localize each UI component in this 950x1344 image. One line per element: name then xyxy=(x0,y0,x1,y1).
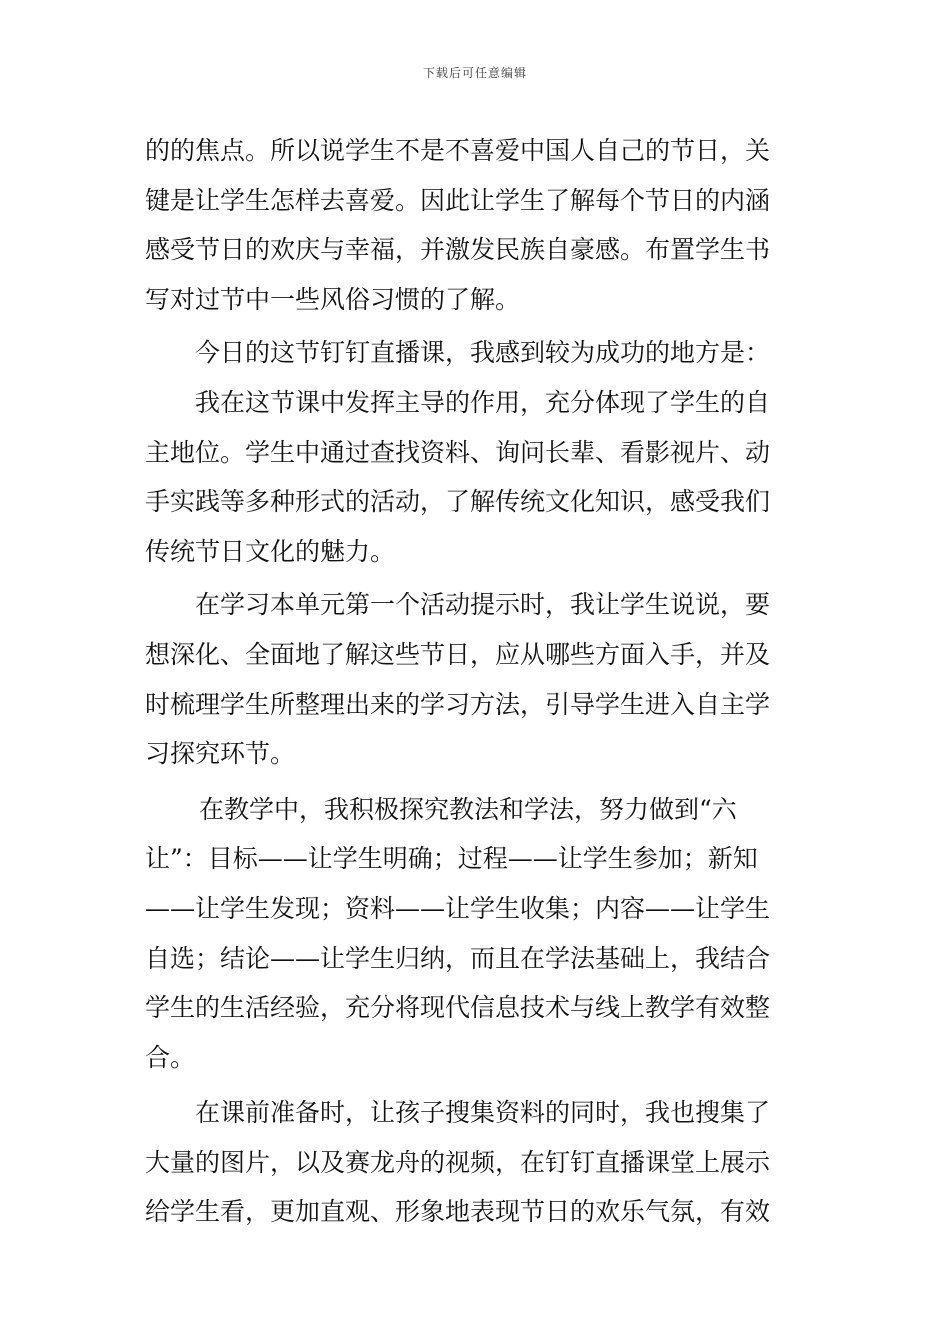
paragraph xyxy=(145,785,805,1083)
text-line: 给学生看，更加直观、形象地表现节日的欢乐气氛，有效 xyxy=(145,1197,771,1227)
text-line: 学生的生活经验，充分将现代信息技术与线上教学有效整 xyxy=(145,993,771,1023)
paragraph xyxy=(145,328,805,378)
text-line: 在学习本单元第一个活动提示时，我让学生说说，要 xyxy=(195,590,771,620)
text-line: 写对过节中一些风俗习惯的了解。 xyxy=(145,284,521,314)
text-line: 自选；结论——让学生归纳，而且在学法基础上，我结合 xyxy=(145,943,771,973)
document-body xyxy=(145,126,805,1237)
text-line: 习探究环节。 xyxy=(145,739,296,769)
text-line: 想深化、全面地了解这些节日，应从哪些方面入手，并及 xyxy=(145,639,771,669)
text-line: 在教学中，我积极探究教法和学法，努力做到“六 xyxy=(199,794,737,824)
text-line: 今日的这节钉钉直播课，我感到较为成功的地方是： xyxy=(195,338,771,368)
text-line: 感受节日的欢庆与幸福，并激发民族自豪感。布置学生书 xyxy=(145,235,771,265)
paragraph xyxy=(145,1088,805,1237)
text-line: 我在这节课中发挥主导的作用，充分体现了学生的自 xyxy=(195,387,771,417)
text-line: 主地位。学生中通过查找资料、询问长辈、看影视片、动 xyxy=(145,437,771,467)
page-header: 下载后可任意编辑 xyxy=(422,66,527,80)
text-line: 键是让学生怎样去喜爱。因此让学生了解每个节日的内涵 xyxy=(145,185,771,215)
paragraph xyxy=(145,126,805,324)
text-line: 传统节日文化的魅力。 xyxy=(145,536,396,566)
text-line: 让”：目标——让学生明确；过程——让学生参加；新知 xyxy=(145,844,758,874)
text-line: ——让学生发现；资料——让学生收集；内容——让学生 xyxy=(145,893,771,923)
paragraph xyxy=(145,580,805,778)
text-line: 合。 xyxy=(145,1042,196,1072)
text-line: 手实践等多种形式的活动，了解传统文化知识，感受我们 xyxy=(145,487,771,517)
text-line: 时梳理学生所整理出来的学习方法，引导学生进入自主学 xyxy=(145,689,771,719)
text-line: 的的焦点。所以说学生不是不喜爱中国人自己的节日，关 xyxy=(145,136,771,165)
text-line: 在课前准备时，让孩子搜集资料的同时，我也搜集了 xyxy=(195,1098,771,1128)
paragraph xyxy=(145,378,805,576)
text-line: 大量的图片，以及赛龙舟的视频，在钉钉直播课堂上展示 xyxy=(145,1147,771,1177)
